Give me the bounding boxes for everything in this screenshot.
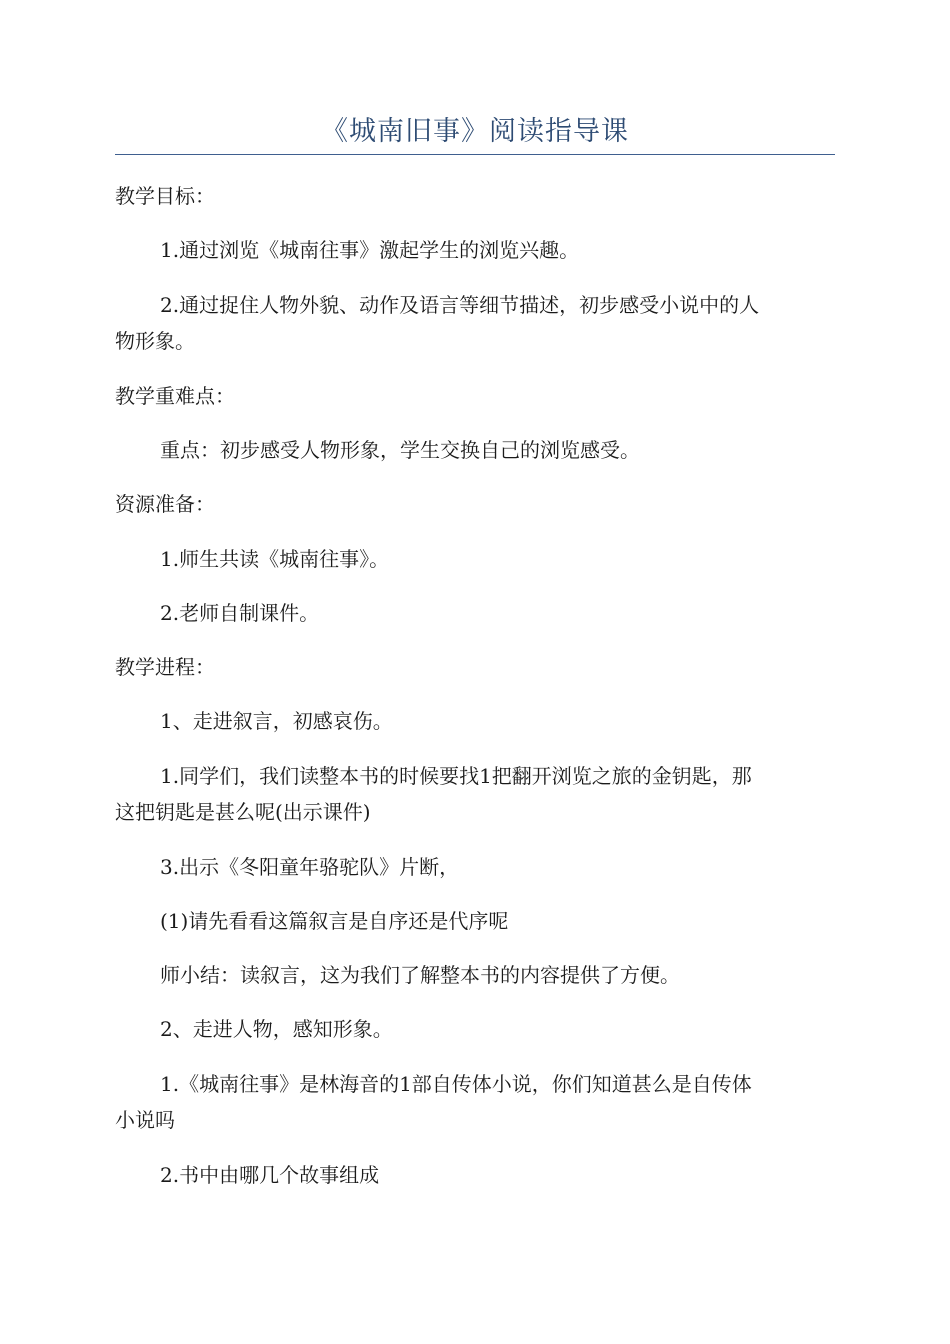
section-heading-process: 教学进程：	[115, 655, 215, 679]
title-underline	[115, 154, 835, 155]
paragraph-line: 2.通过捉住人物外貌、动作及语言等细节描述，初步感受小说中的人	[160, 293, 760, 317]
paragraph-line: 2.书中由哪几个故事组成	[160, 1163, 380, 1187]
paragraph-line: 3.出示《冬阳童年骆驼队》片断，	[160, 855, 460, 879]
section-heading-objectives: 教学目标：	[115, 184, 215, 208]
paragraph-line: 2.老师自制课件。	[160, 601, 320, 625]
section-heading-resources: 资源准备：	[115, 492, 215, 516]
paragraph-line: 1、走进叙言，初感哀伤。	[160, 709, 393, 733]
paragraph-line-continued: 物形象。	[115, 329, 195, 353]
section-heading-key-points: 教学重难点：	[115, 384, 235, 408]
paragraph-line-continued: 小说吗	[115, 1108, 175, 1132]
paragraph-line: 2、走进人物，感知形象。	[160, 1017, 393, 1041]
paragraph-line: 1.同学们，我们读整本书的时候要找1把翻开浏览之旅的金钥匙，那	[160, 764, 752, 788]
paragraph-line: 师小结：读叙言，这为我们了解整本书的内容提供了方便。	[160, 963, 680, 987]
paragraph-line: 1.《城南往事》是林海音的1部自传体小说，你们知道甚么是自传体	[160, 1072, 752, 1096]
paragraph-line: 1.通过浏览《城南往事》激起学生的浏览兴趣。	[160, 238, 580, 262]
paragraph-line: 1.师生共读《城南往事》。	[160, 547, 390, 571]
paragraph-line-continued: 这把钥匙是甚么呢(出示课件)	[115, 800, 371, 824]
paragraph-line: 重点：初步感受人物形象，学生交换自己的浏览感受。	[160, 438, 640, 462]
paragraph-line: (1)请先看看这篇叙言是自序还是代序呢	[160, 909, 509, 933]
document-title: 《城南旧事》阅读指导课	[321, 116, 629, 147]
